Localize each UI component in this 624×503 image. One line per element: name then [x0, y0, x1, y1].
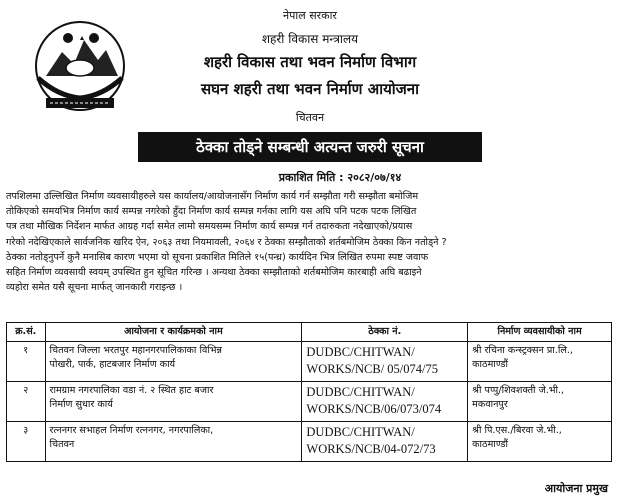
contract-line: DUDBC/CHITWAN/ [306, 345, 415, 359]
row-contract [302, 342, 468, 382]
published-date: प्रकाशित मिति : २०८२/०७/१४ [278, 171, 402, 184]
project-line: निर्माण सुधार कार्य [49, 399, 113, 410]
body-line: गरेको नदेखिएकाले सार्वजनिक खरिद ऐन, २०६३ तथा नियमावली, २०६४ र ठेक्का सम्झौताको शर्तबमोजिम ठेक्का किन नतोड्ने ? [6, 236, 447, 248]
row-contract [302, 382, 468, 422]
table-row [7, 422, 612, 462]
col-header-contract: ठेक्का नं. [302, 323, 468, 342]
contract-line: WORKS/NCB/04-072/73 [306, 442, 436, 456]
department-title: शहरी विकास तथा भवन निर्माण विभाग [203, 53, 417, 71]
notice-body [6, 189, 618, 295]
ministry-label: शहरी विकास मन्त्रालय [261, 32, 359, 46]
signature-label: आयोजना प्रमुख [544, 482, 608, 495]
col-header-sn: क्र.सं. [7, 323, 46, 342]
contract-line: WORKS/NCB/ 05/074/75 [306, 362, 439, 376]
contractor-line: काठमाण्डौं [472, 359, 508, 370]
project-line: रामग्राम नगरपालिका वडा नं. २ स्थित हाट बजार [49, 385, 214, 396]
notice-title-banner: ठेक्का तोड्ने सम्बन्धी अत्यन्त जरुरी सूचना [138, 132, 482, 162]
row-contract [302, 422, 468, 462]
row-project [45, 382, 302, 422]
contracts-table [6, 322, 612, 462]
body-line: तपशिलमा उल्लिखित निर्माण व्यवसायीहरुले यस कार्यालय/आयोजनासँग निर्माण कार्य गर्न सम्झौता गरी सम्झौता बमोजिम [6, 191, 419, 202]
contractor-line: श्री रचिना कन्स्ट्रक्सन प्रा.लि., [472, 345, 573, 356]
district-label: चितवन [295, 111, 325, 124]
project-line: रत्ननगर सभाहल निर्माण रत्ननगर, नगरपालिका, [49, 425, 214, 436]
table-row [7, 382, 612, 422]
project-line: चितवन जिल्ला भरतपुर महानगरपालिकाका विभिन्न [49, 345, 222, 356]
nepal-government-emblem-icon [28, 18, 132, 118]
project-line: पोखरी, पार्क, हाटबजार निर्माण कार्य [49, 359, 176, 370]
col-header-contractor: निर्माण व्यवसायीको नाम [468, 323, 612, 342]
row-contractor [468, 342, 612, 382]
table-row [7, 342, 612, 382]
contract-line: DUDBC/CHITWAN/ [306, 425, 415, 439]
body-line: व्यहोरा समेत यसै सूचना मार्फत् जानकारी गराइन्छ । [6, 282, 183, 294]
row-sn: ३ [7, 422, 46, 462]
contractor-line: श्री पप्पु/शिवशक्ती जे.भी., [472, 385, 565, 396]
body-line: तोकिएको समयभित्र निर्माण कार्य सम्पन्न नगरेको हुँदा निर्माण कार्य सम्पन्न गर्नका लागि यस अघि पनि पटक पटक लिखित [6, 206, 417, 218]
government-label: नेपाल सरकार [283, 9, 337, 22]
row-project [45, 342, 302, 382]
body-line: पत्र तथा मौखिक निर्देशन मार्फत आग्रह गर्दा समेत लामो समयसम्म निर्माण कार्य सम्पन्न गर्न तदारुकता नदेखाएको/प्रयास [6, 221, 413, 233]
col-header-project: आयोजना र कार्यक्रमको नाम [45, 323, 302, 342]
project-title: सघन शहरी तथा भवन निर्माण आयोजना [200, 80, 420, 98]
contractor-line: काठमाण्डौं [472, 439, 508, 450]
row-project [45, 422, 302, 462]
table-header-row [7, 323, 612, 342]
row-contractor [468, 422, 612, 462]
body-line: ठेक्का नतोड्नुपर्ने कुनै मनासिब कारण भएमा यो सूचना प्रकाशित मितिले १५(पन्ध्र) कार्यदिन भित्र लिखित रुपमा स्पष्ट जवाफ [6, 251, 429, 263]
contract-line: DUDBC/CHITWAN/ [306, 385, 415, 399]
contractor-line: श्री पि.एस./बिरवा जे.भी., [472, 425, 562, 436]
row-contractor [468, 382, 612, 422]
contractor-line: मकवानपुर [472, 399, 508, 410]
row-sn: १ [7, 342, 46, 382]
body-line: सहित निर्माण व्यवसायी स्वयम् उपस्थित हुन सूचित गरिन्छ । अन्यथा ठेक्का सम्झौताको शर्तबमोजिम कारबाही अघि बढाइने [6, 266, 422, 278]
row-sn: २ [7, 382, 46, 422]
project-line: चितवन [49, 439, 75, 450]
contract-line: WORKS/NCB/06/073/074 [306, 402, 442, 416]
